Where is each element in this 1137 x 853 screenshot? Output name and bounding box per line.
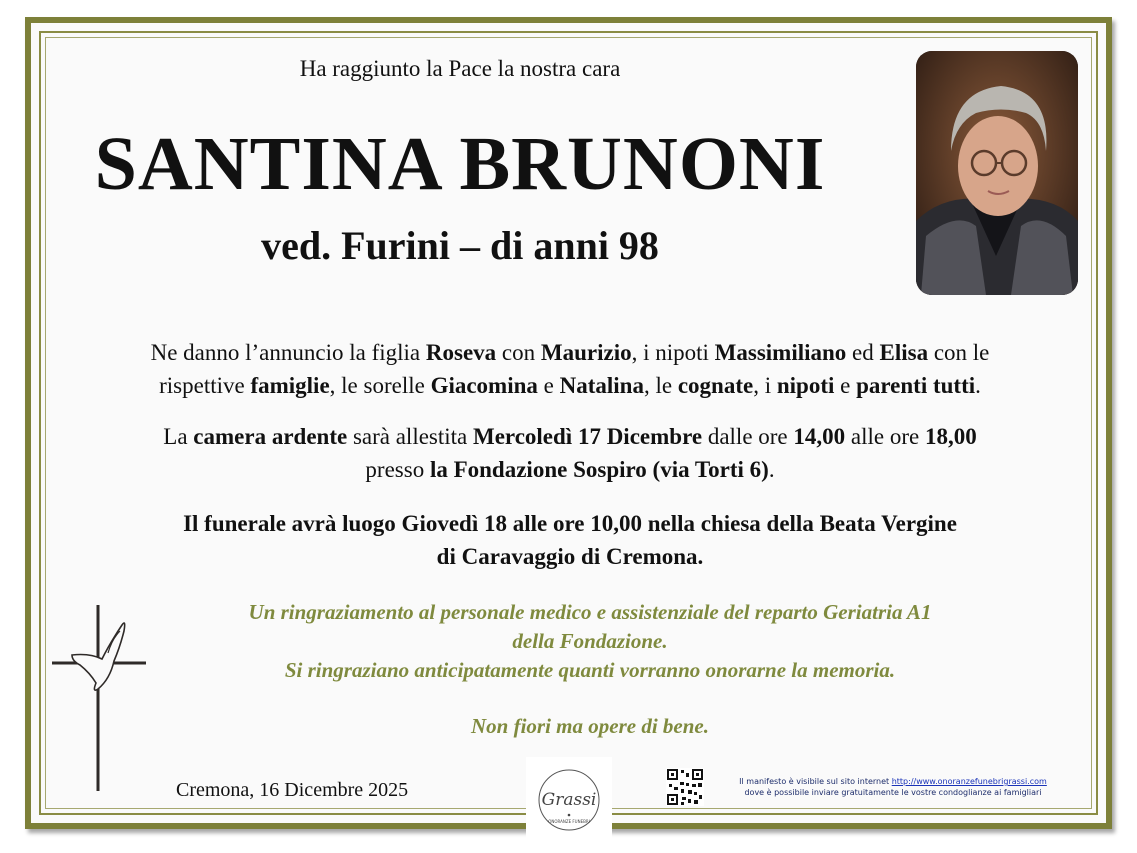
announcement-paragraph: Ne danno l’annuncio la figlia Roseva con Maurizio, i nipoti Massimiliano ed Elisa con le rispettive famiglie, le sorelle Giacomina e Natalina, le cognate, i nipoti e parenti tutti. (150, 340, 990, 398)
portrait-photo (916, 51, 1078, 295)
viewing-paragraph: La camera ardente sarà allestita Mercoledì 17 Dicembre dalle ore 14,00 alle ore 18,00 presso la Fondazione Sospiro (via Torti 6). (163, 424, 977, 482)
place-date: Cremona, 16 Dicembre 2025 (176, 779, 409, 801)
funeral-line-2: di Caravaggio di Cremona. (436, 544, 704, 569)
qr-code-icon[interactable] (666, 768, 704, 806)
funeral-line-1: Il funerale avrà luogo Giovedì 18 alle ore 10,00 nella chiesa della Beata Vergine (183, 511, 957, 536)
deceased-subname: ved. Furini – di anni 98 (261, 223, 659, 268)
thanks-paragraph: Un ringraziamento al personale medico e assistenziale del reparto Geriatria A1 della Fondazione. Si ringraziano anticipatamente quanti vorranno onorarne la memoria. (248, 600, 932, 682)
deceased-name: SANTINA BRUNONI (94, 122, 826, 206)
grassi-logo (526, 757, 612, 843)
website-info: Il manifesto è visibile sul sito internet http://www.onoranzefunebrigrassi.com dove è possibile inviare gratuitamente le vostre condoglianze ai famigliari (739, 777, 1047, 797)
svg-text:Grassi: Grassi (541, 790, 597, 810)
website-link[interactable]: http://www.onoranzefunebrigrassi.com (891, 777, 1047, 786)
funeral-paragraph (60, 507, 1080, 573)
svg-text:ONORANZE FUNEBRI: ONORANZE FUNEBRI (548, 819, 590, 824)
cross-dove-icon (50, 603, 150, 793)
no-flowers-note: Non fiori ma opere di bene. (471, 714, 709, 738)
intro-text: Ha raggiunto la Pace la nostra cara (299, 56, 621, 81)
